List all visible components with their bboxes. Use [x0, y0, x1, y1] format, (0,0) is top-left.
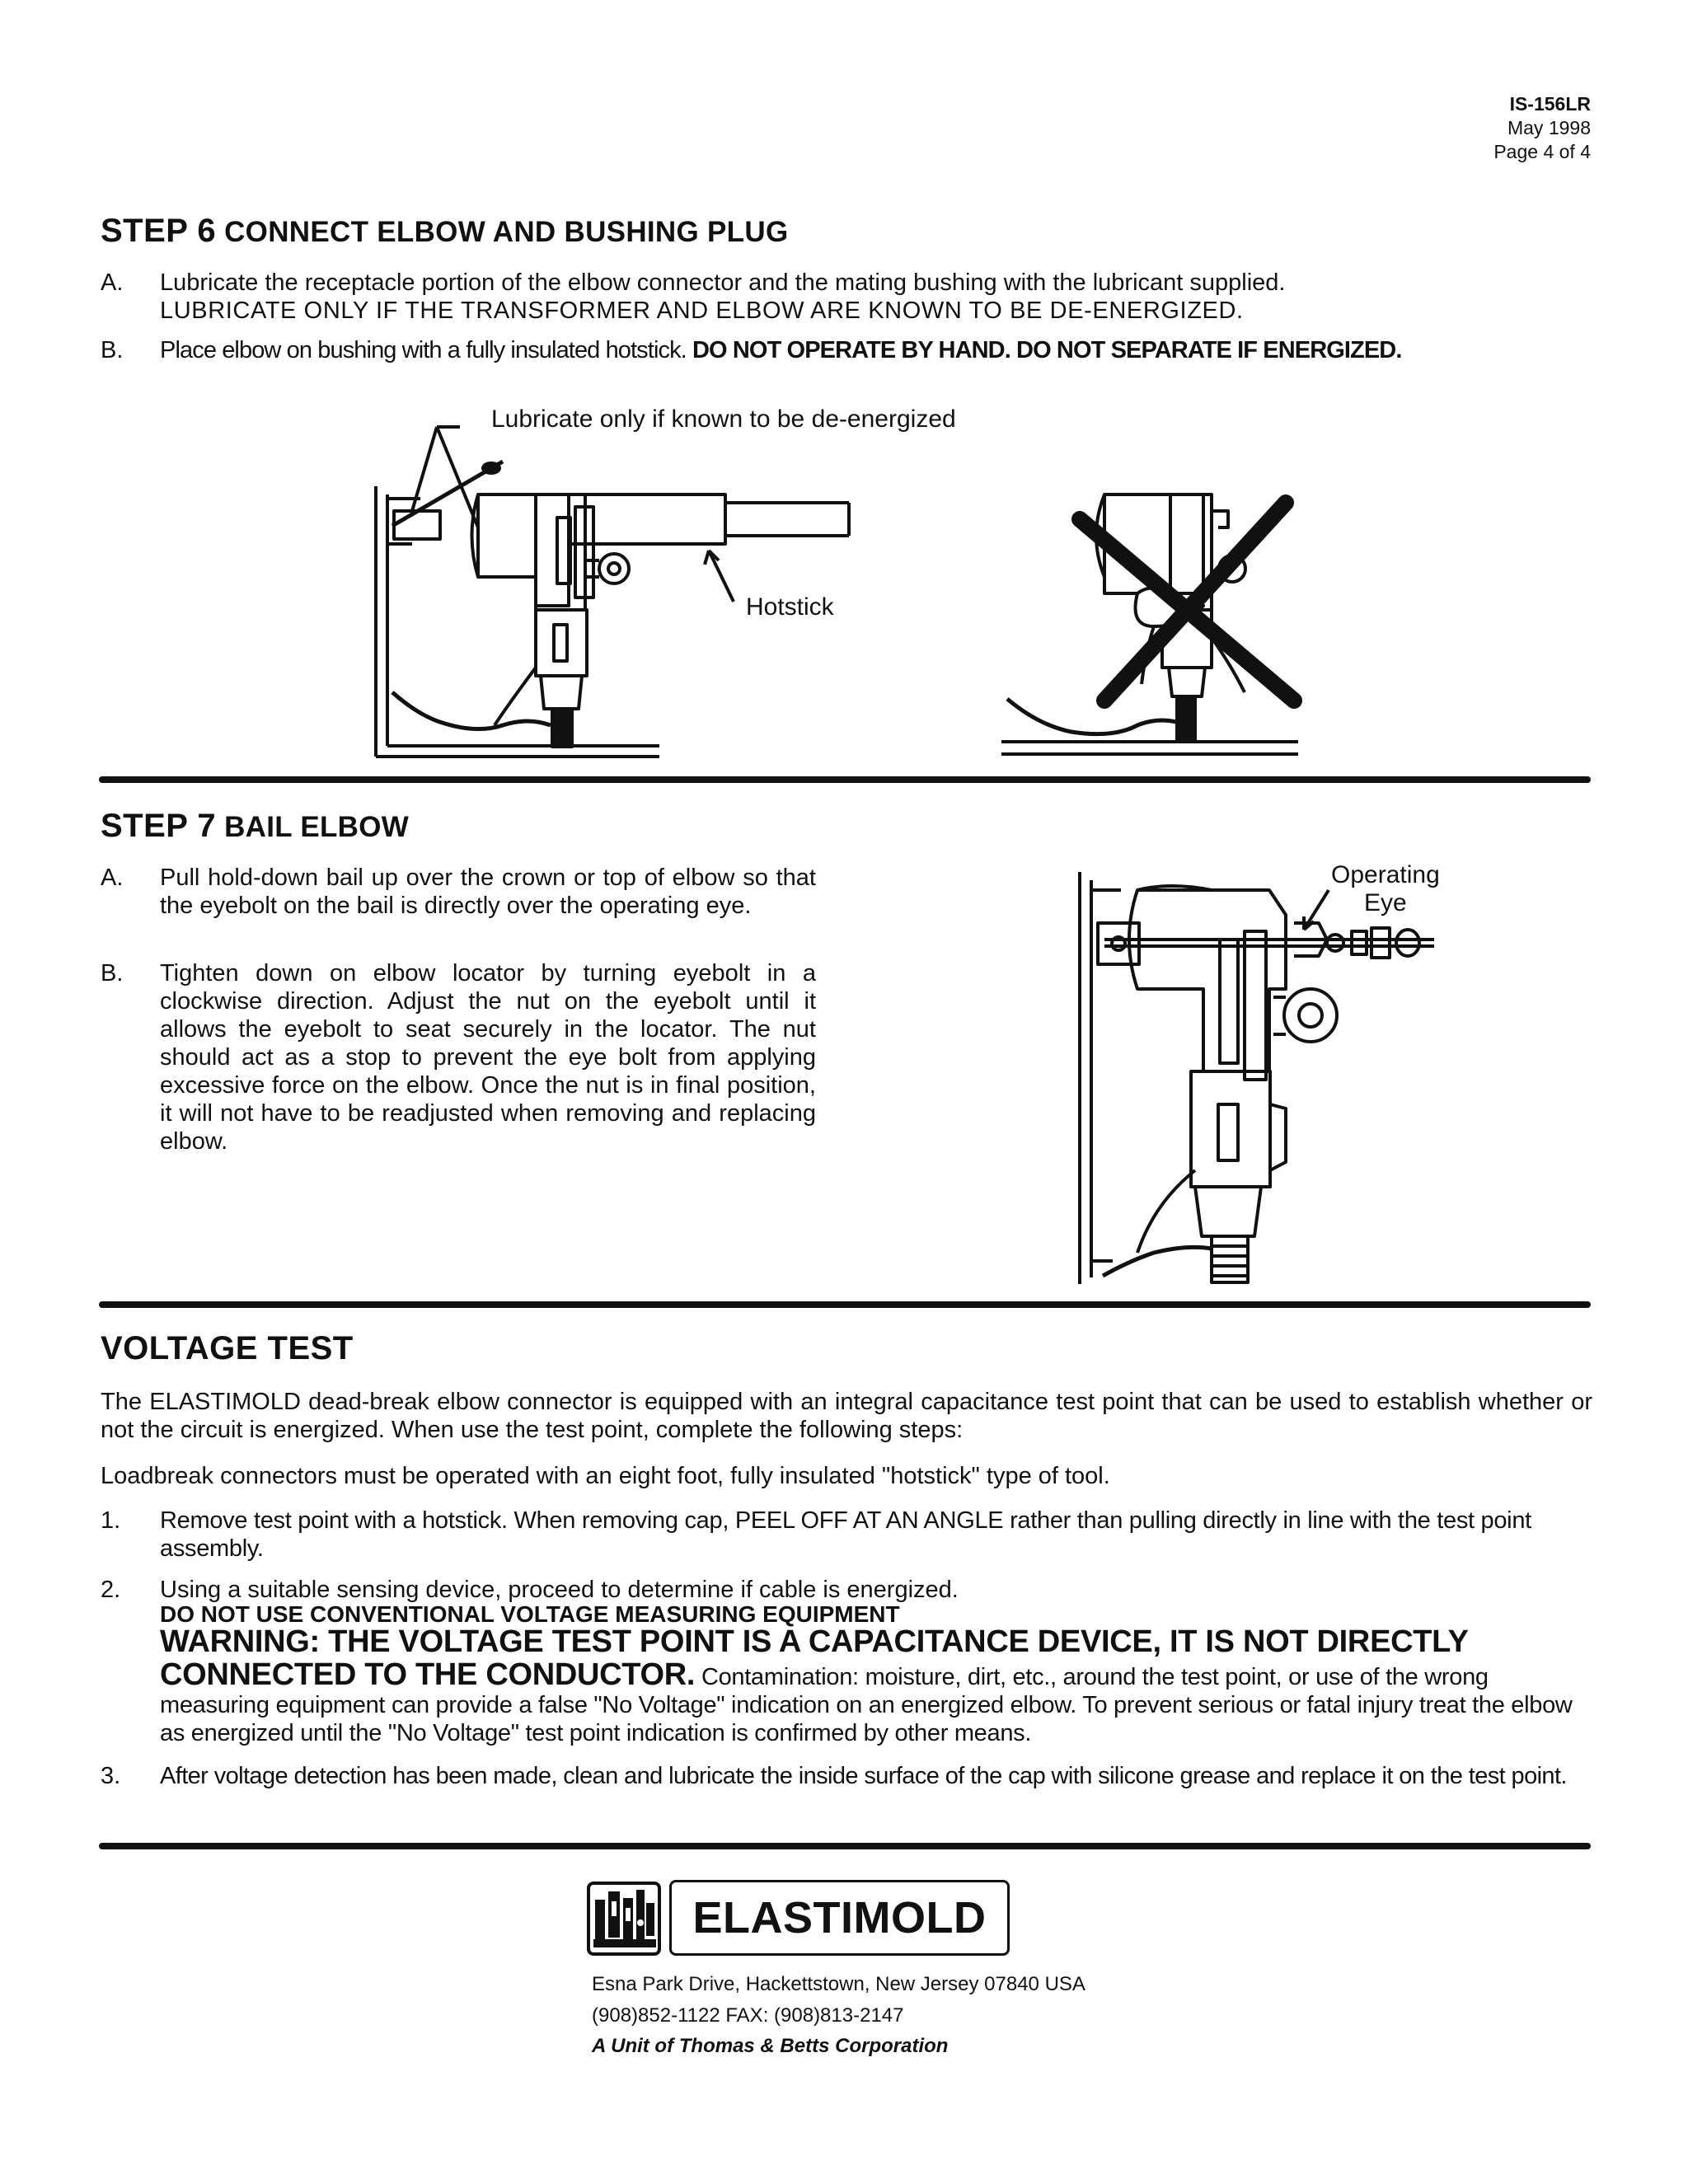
- voltage-test-note: Loadbreak connectors must be operated with an eight foot, fully insulated "hotstick" type of tool.: [101, 1463, 1110, 1489]
- footer-tagline: A Unit of Thomas & Betts Corporation: [592, 2035, 949, 2057]
- footer-address: Esna Park Drive, Hackettstown, New Jersey 07840 USA: [592, 1973, 1085, 1995]
- voltage-item-1-label: 1.: [101, 1507, 121, 1534]
- voltage-test-title: VOLTAGE TEST: [101, 1330, 354, 1366]
- callout-eye: Eye: [1364, 889, 1407, 916]
- callout-lubricate: Lubricate only if known to be de-energized: [491, 405, 956, 433]
- elastimold-logo-icon: [587, 1882, 661, 1956]
- voltage-item-2-warning: WARNING: THE VOLTAGE TEST POINT IS A CAPACITANCE DEVICE, IT IS NOT DIRECTLY CONNECTED TO THE CONDUCTOR.: [160, 1624, 1468, 1692]
- step6-item-b-bold: DO NOT OPERATE BY HAND. DO NOT SEPARATE IF ENERGIZED.: [692, 337, 1402, 363]
- voltage-item-2-detail: Contamination: moisture, dirt, etc., around the test point, or use of the wrong measuring equipment can provide a false "No Voltage" indication on an energized elbow. To prevent serious or fatal injury treat the elbow as energized until the "No Voltage" test point indication is confirmed by other means.: [160, 1664, 1573, 1746]
- doc-date: May 1998: [1507, 117, 1591, 138]
- step6-item-b-label: B.: [101, 337, 124, 363]
- step7-item-a-label: A.: [101, 865, 124, 891]
- elastimold-logo-wordmark: ELASTIMOLD: [669, 1880, 1010, 1956]
- doc-number: IS-156LR: [1509, 93, 1591, 115]
- voltage-item-2-label: 2.: [101, 1577, 121, 1603]
- voltage-item-3-label: 3.: [101, 1763, 121, 1789]
- voltage-item-3-text: After voltage detection has been made, clean and lubricate the inside surface of the cap with silicone grease and replace it on the test point.: [160, 1763, 1567, 1789]
- step6-item-a-caps: LUBRICATE ONLY IF THE TRANSFORMER AND ELBOW ARE KNOWN TO BE DE-ENERGIZED.: [160, 298, 1244, 324]
- voltage-test-intro: The ELASTIMOLD dead-break elbow connector is equipped with an integral capacitance test point that can be used to establish whether or not the circuit is energized. When use the test point, complete the following steps:: [101, 1389, 1592, 1443]
- voltage-item-2: [101, 1576, 1592, 1747]
- voltage-item-1: [101, 1507, 1592, 1563]
- divider-2: [99, 1301, 1591, 1308]
- voltage-item-2-text: Using a suitable sensing device, proceed to determine if cable is energized.: [160, 1577, 959, 1603]
- step6-item-b-text: Place elbow on bushing with a fully insulated hotstick.: [160, 337, 687, 363]
- page-number: Page 4 of 4: [1493, 141, 1591, 162]
- callout-hotstick: Hotstick: [746, 593, 834, 621]
- footer-phone-fax: (908)852-1122 FAX: (908)813-2147: [592, 2004, 904, 2027]
- step7-item-a-text: Pull hold-down bail up over the crown or top of elbow so that the eyebolt on the bail is directly over the operating eye.: [160, 865, 816, 919]
- step6-label: STEP 6: [101, 213, 217, 249]
- step7-title: BAIL ELBOW: [224, 811, 410, 843]
- voltage-item-1-text: Remove test point with a hotstick. When removing cap, PEEL OFF AT AN ANGLE rather than pulling directly in line with the test point assembly.: [160, 1507, 1531, 1562]
- step7-label: STEP 7: [101, 808, 217, 844]
- callout-operating: Operating: [1331, 861, 1440, 888]
- step6-item-a-label: A.: [101, 269, 124, 296]
- voltage-item-3: [101, 1762, 1592, 1790]
- divider-3: [99, 1843, 1591, 1849]
- step7-item-b-text: Tighten down on elbow locator by turning eyebolt in a clockwise direction. Adjust the nut on the eyebolt until it allows the eyebolt to seat securely in the locator. The nut should act as a stop to prevent the eye bolt from applying excessive force on the elbow. Once the nut is in final position, it will not have to be readjusted when removing and replacing elbow.: [160, 960, 816, 1155]
- step7-item-b-label: B.: [101, 960, 124, 987]
- step6-item-a-text: Lubricate the receptacle portion of the elbow connector and the mating bushing with the lubricant supplied.: [160, 269, 1286, 296]
- voltage-item-2-caution: DO NOT USE CONVENTIONAL VOLTAGE MEASURING EQUIPMENT: [160, 1601, 900, 1627]
- step6-title: CONNECT ELBOW AND BUSHING PLUG: [224, 216, 789, 248]
